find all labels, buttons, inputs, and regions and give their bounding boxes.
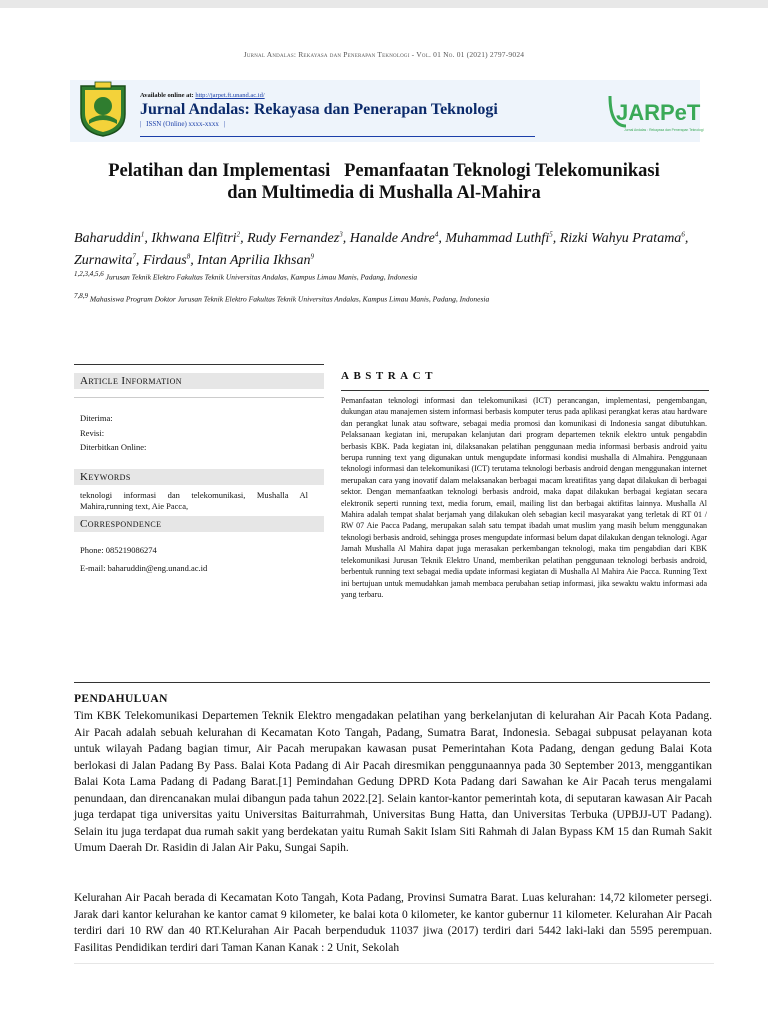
revised-label: Revisi:: [80, 428, 105, 438]
available-online: [140, 92, 498, 99]
article-info-heading: Article Information: [74, 373, 324, 389]
published-label: Diterbitkan Online:: [80, 442, 147, 452]
keywords-text: teknologi informasi dan telekomunikasi, Mushalla Al Mahira,running text, Aie Pacca,: [80, 490, 308, 511]
author: Ikhwana Elfitri$^2$,: [151, 230, 248, 246]
affiliation-2: [74, 292, 489, 304]
keywords-heading: Keywords: [74, 469, 324, 485]
intro-paragraph-1: Tim KBK Telekomunikasi Departemen Teknik Elektro mengadakan pelatihan yang berkelanjutan di kelurahan Air Pacah Kota Padang. Air Pacah adalah sebuah kelurahan di Kecamatan Koto Tangah, Padang, Sumatra Barat, Indonesia. Sebagai subpusat pelayanan kota untuk wilayah Padang bagian timur, Air Pacah merupakan kawasan pusat Pemerintahan Kota Padang, dengan gedung Balai Kota berlokasi di Jalan Padang By Pass. Balai Kota Padang di Air Pacah diresmikan penggunaannya pada 30 September 2013, menggantikan Balai Kota Lama Padang di Padang Barat.[1] Pemindahan Gedung DPRD Kota Padang dari Sawahan ke Air Pacah terus mengalami penundaan, dan direncanakan mulai dibangun pada tahun 2022.[2]. Selain kantor-kantor pemerintah kota, di seputaran kawasan Air Pacah juga terdapat tiga universitas yaitu Universitas Baiturrahmah, Universitas Bung Hatta, dan Universitas Terbuka (UPBJJ-UT Padang). Selain itu juga terdapat dua rumah sakit yang berdekatan yaitu Rumah Sakit Islam Siti Rahmah di Jalan Bypass KM 15 dan Rumah Sakit Umum Daerah Dr. Rasidin di Jalan Air Paku, Sungai Sapih.: [74, 710, 712, 854]
author: Hanalde Andre$^4$,: [349, 230, 446, 246]
title-line-2: dan Multimedia di Mushalla Al-Mahira: [227, 183, 541, 203]
affiliation-1: [74, 270, 417, 282]
author: Zurnawita$^7$,: [74, 252, 143, 269]
author: Muhammad Luthfi$^5$,: [445, 230, 560, 246]
abstract-bottom-rule: [74, 682, 710, 683]
email-text: E-mail: baharuddin@eng.unand.ac.id: [80, 563, 208, 573]
paper-title: [60, 160, 708, 204]
phone-text: Phone: 085219086274: [80, 545, 157, 555]
issn-line: [140, 120, 498, 128]
section-heading-introduction: PENDAHULUAN: [74, 693, 168, 705]
jarpet-logo-subtext: Jurnal Andalas : Rekayasa dan Penerapan Teknologi: [624, 128, 704, 132]
author: Baharuddin$^1$,: [74, 230, 152, 246]
journal-url-link[interactable]: http://jarpet.ft.unand.ac.id/: [195, 92, 265, 99]
author: Rudy Fernandez$^3$,: [247, 230, 350, 246]
author: Firdaus$^8$,: [142, 252, 198, 269]
correspondence-heading: Correspondence: [74, 516, 324, 532]
author: Intan Aprilia Ikhsan$^9$: [197, 252, 314, 269]
footer-rule: [74, 963, 714, 964]
banner-text: [140, 92, 498, 128]
author-list: [74, 225, 704, 270]
abstract-body: Pemanfaatan teknologi informasi dan telekomunikasi (ICT) perancangan, implementasi, pengembangan, dukungan atau manajemen sistem informasi berbasis komputer terus pada aplikasi perangkat keras atau hardware dan perangkat lunak atau software, sebagai media promosi dan komunikasi di Indonesia sangat dibutuhkan. Pelaksanaan kegiatan ini, merupakan kelanjutan dari program departemen teknik elektro untuk pengabdin berbasis KBK. Pada kegiatan ini, dilaksanakan pelatihan penggunaan media informasi berbasis android yaitu berupa running text yang digunakan untuk mengupdate informasi kondisi mushalla di Almahira. Penggunaan teknologi informasi dan telekomunikasi (ICT) terutama teknologi berbasis android dengan menggunakan internet merupakan cara yang inovatif dalam melaksanakan berbagai macam kreatifitas yang dapat dilakukan di berbagai sektor. Dengan memanfaatkan teknologi berbasis android, maka dapat dilakukan berbagai kegiatan secara elektronik seperti running text, media forum, email, mailing list dan berbagai aktifitas lainnya. Mushalla Al Mahira adalah tempat shalat berjamah yang dilakukan oleh sebagian kecil masyarakat yang terletak di RT 01 / RW 07 Aie Pacca Padang, merupakan salah satu tempat ibadah umat muslim yang masih belum menggunakan teknologi berbasis android, sehingga proses mengupdate informasi belum dapat dilakukan dengan teknologi. Agar Jamah Mushalla Al Mahira dapat juga merasakan perkembangan teknologi, maka tim pengabdian dari KBK telekomunikasi Jurusan Teknik Elektro Unand, memberikan pelatihan penggunaan teknologi berbasis android, berbentuk running text sebagai media update informasi kegiatan di Mushalla Al Mahira Aie Pacca. Running Text ini bertujuan untuk memudahkan jamah membaca perubahan setiap informasi, jika sewaktu waktu informasi ada yang terbaru.: [341, 396, 707, 599]
intro-paragraph-2: Kelurahan Air Pacah berada di Kecamatan Koto Tangah, Kota Padang, Provinsi Sumatra Barat. Luas kelurahan: 14,72 kilometer persegi. Jarak dari kantor kelurahan ke kantor camat 9 kilometer, ke balai kota 0 kilometer, ke kantor gubernur 11 kilometer. Kelurahan Air Pacah terdiri dari 10 RW dan 40 RT.Kelurahan Air Pacah berpenduduk 11037 jiwa (2017) terdiri dari 5442 laki-laki dan 5595 perempuan. Fasilitas Pendidikan terdiri dari Taman Kanan Kanak : 2 Unit, Sekolah: [74, 892, 712, 954]
info-rule: [74, 397, 324, 398]
issn-text: ISSN (Online) xxxx-xxxx: [146, 120, 219, 128]
affiliation-2-text: Mahasiswa Program Doktor Jurusan Teknik Elektro Fakultas Teknik Universitas Andalas, Kampus Limau Manis, Padang, Indonesia: [89, 294, 490, 304]
banner-rule: [140, 136, 535, 137]
title-line-1: Pelatihan dan Implementasi Pemanfaatan Teknologi Telekomunikasi: [108, 161, 660, 181]
affiliation-2-sup: 7,8,9: [74, 292, 88, 300]
jarpet-logo-text: JARPeT: [616, 100, 701, 125]
issn-suffix: |: [223, 120, 226, 128]
available-label: Available online at:: [140, 92, 194, 99]
info-top-rule: [74, 364, 324, 365]
affiliation-1-sup: 1,2,3,4,5,6: [74, 270, 104, 278]
running-header: Jurnal Andalas: Rekayasa dan Penerapan Teknologi - Vol. 01 No. 01 (2021) 2797-9024: [243, 50, 525, 59]
jarpet-logo: [606, 92, 704, 134]
abstract-heading: ABSTRACT: [341, 370, 437, 382]
author: Rizki Wahyu Pratama$^6$,: [559, 230, 689, 246]
abstract-rule: [341, 390, 709, 391]
journal-title: Jurnal Andalas: Rekayasa dan Penerapan Teknologi: [140, 101, 498, 118]
top-strip: [0, 0, 768, 8]
affiliation-1-text: Jurusan Teknik Elektro Fakultas Teknik Universitas Andalas, Kampus Limau Manis, Padang, Indonesia: [105, 272, 418, 282]
received-label: Diterima:: [80, 413, 113, 423]
issn-prefix: |: [140, 120, 142, 128]
university-seal-logo: [75, 80, 131, 138]
